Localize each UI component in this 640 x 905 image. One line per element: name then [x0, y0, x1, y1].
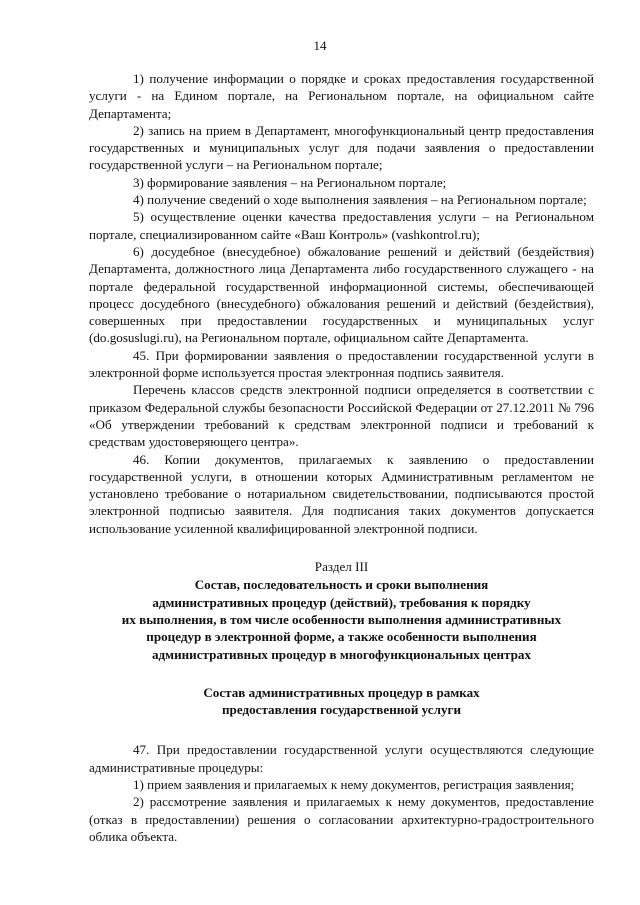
list-item-quality: 5) осуществление оценки качества предоставления услуги – на Региональном портале, специализированном сайте «Ваш Контроль» (vashkontrol.ru); [89, 209, 594, 242]
subsection-heading-line: Состав административных процедур в рамках [203, 684, 480, 700]
paragraph-45: 45. При формировании заявления о предоставлении государственной услуги в электронной форме используется простая электронная подпись заявителя. [89, 347, 594, 381]
section-heading-line: Состав, последовательность и сроки выполнения [194, 577, 489, 593]
list-item-review: 2) рассмотрение заявления и прилагаемых к нему документов, предоставление (отказ в предоставлении) решения о согласовании архитектурно-градостроительного облика объекта. [89, 794, 594, 844]
list-item-appeal: 6) досудебное (внесудебное) обжалование решений и действий (бездействия) Департамента, должностного лица Департамента либо государственного служащего - на портале федеральной государственной информационной системы, обеспечивающей процесс досудебного (внесудебного) обжалования решений и действий (бездействия), совершенных при предоставлении государственных и муниципальных услуг (do.gosuslugi.ru), на Региональном портале, официальном сайте Департамента. [89, 243, 594, 346]
subsection-heading-line: предоставления государственной услуги [222, 702, 461, 718]
page-number: 14 [313, 38, 327, 53]
list-item-application-form: 3) формирование заявления – на Региональном портале; [133, 174, 447, 190]
section-heading-line: административных процедур в многофункциональных центрах [152, 646, 531, 662]
section-heading-line: их выполнения, в том числе особенности выполнения административных [121, 611, 562, 627]
section-header [89, 558, 594, 718]
list-item-reception: 1) прием заявления и прилагаемых к нему документов, регистрация заявления; [133, 776, 575, 792]
list-item-appointment: 2) запись на прием в Департамент, многофункциональный центр предоставления государственных и муниципальных услуг для подачи заявления о предоставлении государственной услуги – на Региональном портале; [89, 122, 594, 173]
section-heading-line: административных процедур (действий), требования к порядку [152, 594, 531, 610]
paragraph-signature-classes: Перечень классов средств электронной подписи определяется в соответствии с приказом Федеральной службы безопасности Российской Федерации от 27.12.2011 № 796 «Об утверждении требований к средствам электронной подписи и требований к средствам удостоверяющего центра». [89, 382, 594, 450]
section-heading-line: процедур в электронной форме, а также особенности выполнения [146, 629, 537, 645]
section-heading [89, 576, 594, 662]
list-item-status: 4) получение сведений о ходе выполнения заявления – на Региональном портале; [133, 192, 587, 208]
section-number: Раздел III [314, 559, 369, 575]
document-body [89, 70, 594, 845]
subsection-heading [89, 684, 594, 719]
paragraph-47: 47. При предоставлении государственной услуги осуществляются следующие административные процедуры: [89, 742, 594, 775]
list-item-info: 1) получение информации о порядке и сроках предоставления государственной услуги - на Едином портале, на Региональном портале, на официальном сайте Департамента; [89, 71, 594, 121]
paragraph-46: 46. Копии документов, прилагаемых к заявлению о предоставлении государственной услуги, в отношении которых Административным регламентом не установлено требование о нотариальном свидетельствовании, подписываются простой электронной подписью заявителя. Для подписания таких документов допускается использование усиленной квалифицированной электронной подписи. [89, 451, 594, 536]
